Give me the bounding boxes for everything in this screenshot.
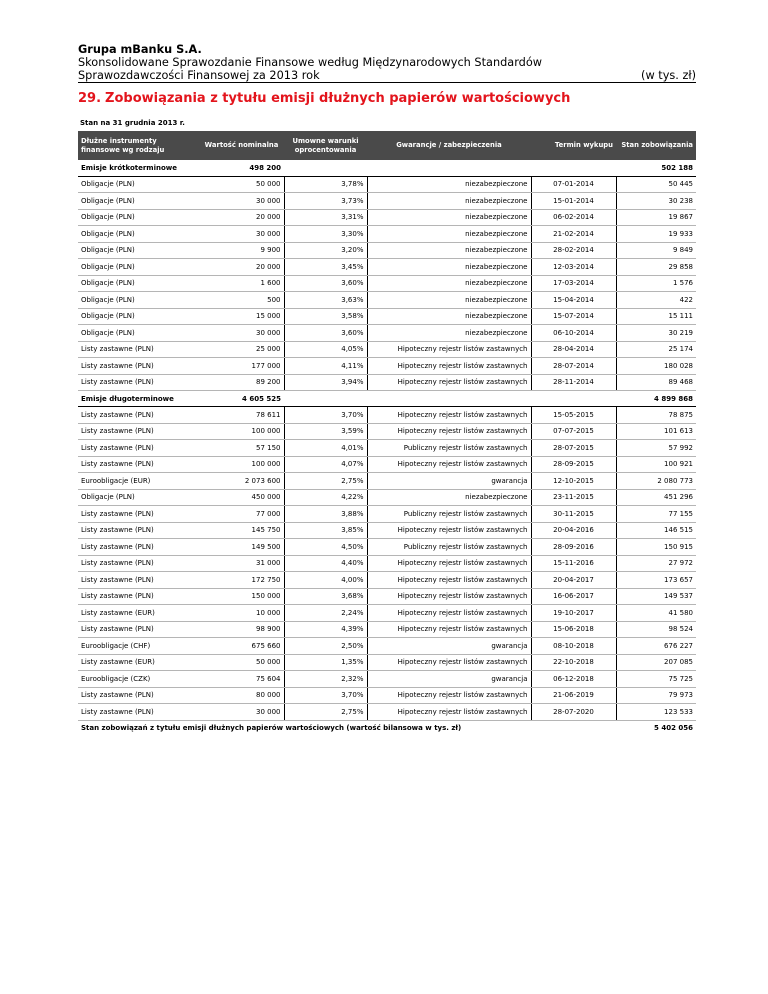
total-row: [78, 720, 696, 735]
collateral-cell: gwarancja: [367, 671, 531, 688]
interest-rate-cell: 2,24%: [284, 605, 367, 622]
nominal-value-cell: 1 600: [199, 275, 284, 292]
table-row: [78, 209, 696, 226]
interest-rate-cell: 2,75%: [284, 704, 367, 721]
group-nominal: 498 200: [199, 160, 284, 176]
group-row-short-term: [78, 160, 696, 176]
collateral-cell: Publiczny rejestr listów zastawnych: [367, 539, 531, 556]
collateral-cell: Hipoteczny rejestr listów zastawnych: [367, 572, 531, 589]
instrument-type-cell: Listy zastawne (EUR): [78, 654, 199, 671]
instrument-type-cell: Listy zastawne (PLN): [78, 572, 199, 589]
table-row: [78, 407, 696, 424]
instrument-type-cell: Listy zastawne (PLN): [78, 407, 199, 424]
nominal-value-cell: 80 000: [199, 687, 284, 704]
balance-cell: 15 111: [616, 308, 696, 325]
table-row: [78, 325, 696, 342]
table-row: [78, 489, 696, 506]
instrument-type-cell: Listy zastawne (PLN): [78, 423, 199, 440]
collateral-cell: Hipoteczny rejestr listów zastawnych: [367, 555, 531, 572]
table-row: [78, 671, 696, 688]
table-row: [78, 358, 696, 375]
maturity-date-cell: 15-04-2014: [531, 292, 616, 309]
interest-rate-cell: 1,35%: [284, 654, 367, 671]
interest-rate-cell: 3,70%: [284, 407, 367, 424]
instrument-type-cell: Obligacje (PLN): [78, 489, 199, 506]
nominal-value-cell: 30 000: [199, 193, 284, 210]
collateral-cell: niezabezpieczone: [367, 292, 531, 309]
instrument-type-cell: Listy zastawne (PLN): [78, 506, 199, 523]
interest-rate-cell: 3,45%: [284, 259, 367, 276]
maturity-date-cell: 16-06-2017: [531, 588, 616, 605]
instrument-type-cell: Obligacje (PLN): [78, 275, 199, 292]
interest-rate-cell: 3,68%: [284, 588, 367, 605]
col-header-maturity: Termin wykupu: [531, 131, 616, 160]
as-of-date: Stan na 31 grudnia 2013 r.: [80, 119, 185, 127]
maturity-date-cell: 21-02-2014: [531, 226, 616, 243]
nominal-value-cell: 31 000: [199, 555, 284, 572]
collateral-cell: Hipoteczny rejestr listów zastawnych: [367, 605, 531, 622]
instrument-type-cell: Listy zastawne (PLN): [78, 374, 199, 391]
group-balance: 4 899 868: [616, 391, 696, 407]
maturity-date-cell: 17-03-2014: [531, 275, 616, 292]
maturity-date-cell: 06-12-2018: [531, 671, 616, 688]
maturity-date-cell: 06-10-2014: [531, 325, 616, 342]
table-row: [78, 374, 696, 391]
nominal-value-cell: 30 000: [199, 704, 284, 721]
balance-cell: 207 085: [616, 654, 696, 671]
instrument-type-cell: Listy zastawne (PLN): [78, 456, 199, 473]
maturity-date-cell: 12-10-2015: [531, 473, 616, 490]
nominal-value-cell: 25 000: [199, 341, 284, 358]
nominal-value-cell: 20 000: [199, 259, 284, 276]
group-label: Emisje długoterminowe: [78, 391, 199, 407]
balance-cell: 149 537: [616, 588, 696, 605]
nominal-value-cell: 78 611: [199, 407, 284, 424]
nominal-value-cell: 675 660: [199, 638, 284, 655]
collateral-cell: Hipoteczny rejestr listów zastawnych: [367, 423, 531, 440]
interest-rate-cell: 3,70%: [284, 687, 367, 704]
maturity-date-cell: 28-07-2020: [531, 704, 616, 721]
collateral-cell: Hipoteczny rejestr listów zastawnych: [367, 654, 531, 671]
balance-cell: 50 445: [616, 176, 696, 193]
col-header-balance: Stan zobowiązania: [616, 131, 696, 160]
collateral-cell: Hipoteczny rejestr listów zastawnych: [367, 358, 531, 375]
balance-cell: 77 155: [616, 506, 696, 523]
collateral-cell: niezabezpieczone: [367, 489, 531, 506]
maturity-date-cell: 07-01-2014: [531, 176, 616, 193]
maturity-date-cell: 30-11-2015: [531, 506, 616, 523]
balance-cell: 2 080 773: [616, 473, 696, 490]
collateral-cell: Hipoteczny rejestr listów zastawnych: [367, 704, 531, 721]
balance-cell: 173 657: [616, 572, 696, 589]
nominal-value-cell: 20 000: [199, 209, 284, 226]
maturity-date-cell: 28-07-2014: [531, 358, 616, 375]
table-row: [78, 308, 696, 325]
balance-cell: 9 849: [616, 242, 696, 259]
collateral-cell: niezabezpieczone: [367, 259, 531, 276]
table-row: [78, 572, 696, 589]
interest-rate-cell: 3,78%: [284, 176, 367, 193]
balance-cell: 57 992: [616, 440, 696, 457]
instrument-type-cell: Obligacje (PLN): [78, 209, 199, 226]
group-row-long-term: [78, 391, 696, 407]
table-body: [78, 160, 696, 735]
balance-cell: 29 858: [616, 259, 696, 276]
balance-cell: 146 515: [616, 522, 696, 539]
interest-rate-cell: 3,30%: [284, 226, 367, 243]
maturity-date-cell: 15-07-2014: [531, 308, 616, 325]
instrument-type-cell: Listy zastawne (PLN): [78, 341, 199, 358]
balance-cell: 101 613: [616, 423, 696, 440]
nominal-value-cell: 57 150: [199, 440, 284, 457]
interest-rate-cell: 3,60%: [284, 275, 367, 292]
section-title: Zobowiązania z tytułu emisji dłużnych papierów wartościowych: [105, 91, 571, 106]
maturity-date-cell: 22-10-2018: [531, 654, 616, 671]
maturity-date-cell: 15-11-2016: [531, 555, 616, 572]
interest-rate-cell: 2,50%: [284, 638, 367, 655]
nominal-value-cell: 2 073 600: [199, 473, 284, 490]
nominal-value-cell: 9 900: [199, 242, 284, 259]
interest-rate-cell: 2,32%: [284, 671, 367, 688]
collateral-cell: Hipoteczny rejestr listów zastawnych: [367, 588, 531, 605]
instrument-type-cell: Listy zastawne (PLN): [78, 555, 199, 572]
collateral-cell: niezabezpieczone: [367, 325, 531, 342]
maturity-date-cell: 21-06-2019: [531, 687, 616, 704]
balance-cell: 98 524: [616, 621, 696, 638]
balance-cell: 180 028: [616, 358, 696, 375]
interest-rate-cell: 3,59%: [284, 423, 367, 440]
nominal-value-cell: 145 750: [199, 522, 284, 539]
instrument-type-cell: Euroobligacje (CHF): [78, 638, 199, 655]
instrument-type-cell: Euroobligacje (EUR): [78, 473, 199, 490]
col-header-interest: Umowne warunki oprocentowania: [284, 131, 367, 160]
instrument-type-cell: Euroobligacje (CZK): [78, 671, 199, 688]
instrument-type-cell: Obligacje (PLN): [78, 193, 199, 210]
balance-cell: 422: [616, 292, 696, 309]
maturity-date-cell: 20-04-2017: [531, 572, 616, 589]
balance-cell: 451 296: [616, 489, 696, 506]
section-heading: [78, 91, 570, 106]
interest-rate-cell: 3,20%: [284, 242, 367, 259]
collateral-cell: Hipoteczny rejestr listów zastawnych: [367, 341, 531, 358]
collateral-cell: niezabezpieczone: [367, 209, 531, 226]
table-row: [78, 704, 696, 721]
collateral-cell: Hipoteczny rejestr listów zastawnych: [367, 407, 531, 424]
interest-rate-cell: 3,31%: [284, 209, 367, 226]
collateral-cell: Publiczny rejestr listów zastawnych: [367, 506, 531, 523]
table-row: [78, 605, 696, 622]
maturity-date-cell: 19-10-2017: [531, 605, 616, 622]
instrument-type-cell: Listy zastawne (PLN): [78, 621, 199, 638]
nominal-value-cell: 77 000: [199, 506, 284, 523]
table-row: [78, 193, 696, 210]
interest-rate-cell: 4,00%: [284, 572, 367, 589]
col-header-collateral: Gwarancje / zabezpieczenia: [367, 131, 531, 160]
collateral-cell: Hipoteczny rejestr listów zastawnych: [367, 621, 531, 638]
instrument-type-cell: Obligacje (PLN): [78, 325, 199, 342]
nominal-value-cell: 15 000: [199, 308, 284, 325]
balance-cell: 19 867: [616, 209, 696, 226]
group-nominal: 4 605 525: [199, 391, 284, 407]
interest-rate-cell: 4,40%: [284, 555, 367, 572]
balance-cell: 89 468: [616, 374, 696, 391]
nominal-value-cell: 75 604: [199, 671, 284, 688]
interest-rate-cell: 3,60%: [284, 325, 367, 342]
instrument-type-cell: Obligacje (PLN): [78, 242, 199, 259]
maturity-date-cell: 07-07-2015: [531, 423, 616, 440]
table-row: [78, 588, 696, 605]
table-row: [78, 522, 696, 539]
nominal-value-cell: 150 000: [199, 588, 284, 605]
group-balance: 502 188: [616, 160, 696, 176]
total-value: 5 402 056: [654, 723, 693, 732]
instrument-type-cell: Listy zastawne (PLN): [78, 358, 199, 375]
nominal-value-cell: 450 000: [199, 489, 284, 506]
report-title-line-2: Sprawozdawczości Finansowej za 2013 rok: [78, 69, 320, 82]
collateral-cell: niezabezpieczone: [367, 226, 531, 243]
balance-cell: 27 972: [616, 555, 696, 572]
document-header: [78, 43, 696, 82]
nominal-value-cell: 177 000: [199, 358, 284, 375]
table-row: [78, 539, 696, 556]
balance-cell: 30 238: [616, 193, 696, 210]
table-row: [78, 176, 696, 193]
table-row: [78, 687, 696, 704]
instrument-type-cell: Listy zastawne (PLN): [78, 539, 199, 556]
balance-cell: 78 875: [616, 407, 696, 424]
maturity-date-cell: 15-01-2014: [531, 193, 616, 210]
interest-rate-cell: 4,05%: [284, 341, 367, 358]
table-row: [78, 423, 696, 440]
balance-cell: 676 227: [616, 638, 696, 655]
table-row: [78, 654, 696, 671]
instrument-type-cell: Obligacje (PLN): [78, 226, 199, 243]
interest-rate-cell: 3,58%: [284, 308, 367, 325]
collateral-cell: Publiczny rejestr listów zastawnych: [367, 440, 531, 457]
nominal-value-cell: 50 000: [199, 654, 284, 671]
group-label: Emisje krótkoterminowe: [78, 160, 199, 176]
interest-rate-cell: 3,94%: [284, 374, 367, 391]
nominal-value-cell: 172 750: [199, 572, 284, 589]
debt-securities-table: [78, 131, 696, 735]
interest-rate-cell: 4,22%: [284, 489, 367, 506]
balance-cell: 123 533: [616, 704, 696, 721]
maturity-date-cell: 28-11-2014: [531, 374, 616, 391]
units-label: (w tys. zł): [641, 69, 696, 82]
collateral-cell: niezabezpieczone: [367, 193, 531, 210]
table-row: [78, 292, 696, 309]
maturity-date-cell: 15-05-2015: [531, 407, 616, 424]
instrument-type-cell: Listy zastawne (PLN): [78, 687, 199, 704]
balance-cell: 19 933: [616, 226, 696, 243]
interest-rate-cell: 3,85%: [284, 522, 367, 539]
table-row: [78, 440, 696, 457]
table-row: [78, 555, 696, 572]
instrument-type-cell: Obligacje (PLN): [78, 308, 199, 325]
col-header-instrument: Dłużne instrumenty finansowe wg rodzaju: [78, 131, 199, 160]
table-header-row: [78, 131, 696, 160]
balance-cell: 150 915: [616, 539, 696, 556]
balance-cell: 41 580: [616, 605, 696, 622]
report-title-line-1: Skonsolidowane Sprawozdanie Finansowe według Międzynarodowych Standardów: [78, 56, 542, 69]
interest-rate-cell: 4,07%: [284, 456, 367, 473]
total-label: Stan zobowiązań z tytułu emisji dłużnych papierów wartościowych (wartość bilansowa w tys. zł): [81, 723, 462, 732]
balance-cell: 25 174: [616, 341, 696, 358]
table-row: [78, 341, 696, 358]
maturity-date-cell: 15-06-2018: [531, 621, 616, 638]
balance-cell: 79 973: [616, 687, 696, 704]
instrument-type-cell: Obligacje (PLN): [78, 176, 199, 193]
balance-cell: 100 921: [616, 456, 696, 473]
instrument-type-cell: Listy zastawne (EUR): [78, 605, 199, 622]
nominal-value-cell: 98 900: [199, 621, 284, 638]
collateral-cell: niezabezpieczone: [367, 308, 531, 325]
nominal-value-cell: 100 000: [199, 456, 284, 473]
instrument-type-cell: Listy zastawne (PLN): [78, 440, 199, 457]
maturity-date-cell: 23-11-2015: [531, 489, 616, 506]
maturity-date-cell: 28-07-2015: [531, 440, 616, 457]
maturity-date-cell: 28-02-2014: [531, 242, 616, 259]
maturity-date-cell: 12-03-2014: [531, 259, 616, 276]
collateral-cell: niezabezpieczone: [367, 242, 531, 259]
table-row: [78, 226, 696, 243]
maturity-date-cell: 20-04-2016: [531, 522, 616, 539]
interest-rate-cell: 4,39%: [284, 621, 367, 638]
interest-rate-cell: 3,63%: [284, 292, 367, 309]
interest-rate-cell: 4,50%: [284, 539, 367, 556]
collateral-cell: Hipoteczny rejestr listów zastawnych: [367, 687, 531, 704]
instrument-type-cell: Listy zastawne (PLN): [78, 588, 199, 605]
maturity-date-cell: 28-09-2015: [531, 456, 616, 473]
col-header-nominal: Wartość nominalna: [199, 131, 284, 160]
section-number: 29.: [78, 91, 102, 106]
header-divider: [78, 82, 696, 83]
maturity-date-cell: 08-10-2018: [531, 638, 616, 655]
collateral-cell: Hipoteczny rejestr listów zastawnych: [367, 374, 531, 391]
table-row: [78, 456, 696, 473]
nominal-value-cell: 50 000: [199, 176, 284, 193]
collateral-cell: gwarancja: [367, 473, 531, 490]
instrument-type-cell: Obligacje (PLN): [78, 292, 199, 309]
collateral-cell: Hipoteczny rejestr listów zastawnych: [367, 522, 531, 539]
nominal-value-cell: 30 000: [199, 226, 284, 243]
interest-rate-cell: 4,11%: [284, 358, 367, 375]
collateral-cell: gwarancja: [367, 638, 531, 655]
collateral-cell: niezabezpieczone: [367, 176, 531, 193]
nominal-value-cell: 100 000: [199, 423, 284, 440]
table-row: [78, 473, 696, 490]
interest-rate-cell: 3,88%: [284, 506, 367, 523]
table-row: [78, 275, 696, 292]
instrument-type-cell: Obligacje (PLN): [78, 259, 199, 276]
report-title-row: [78, 69, 696, 82]
nominal-value-cell: 30 000: [199, 325, 284, 342]
table-row: [78, 621, 696, 638]
maturity-date-cell: 28-04-2014: [531, 341, 616, 358]
nominal-value-cell: 500: [199, 292, 284, 309]
nominal-value-cell: 10 000: [199, 605, 284, 622]
instrument-type-cell: Listy zastawne (PLN): [78, 704, 199, 721]
table-row: [78, 242, 696, 259]
company-name: Grupa mBanku S.A.: [78, 43, 202, 56]
maturity-date-cell: 28-09-2016: [531, 539, 616, 556]
table-row: [78, 259, 696, 276]
nominal-value-cell: 89 200: [199, 374, 284, 391]
balance-cell: 75 725: [616, 671, 696, 688]
balance-cell: 30 219: [616, 325, 696, 342]
balance-cell: 1 576: [616, 275, 696, 292]
interest-rate-cell: 2,75%: [284, 473, 367, 490]
table-row: [78, 506, 696, 523]
instrument-type-cell: Listy zastawne (PLN): [78, 522, 199, 539]
interest-rate-cell: 3,73%: [284, 193, 367, 210]
nominal-value-cell: 149 500: [199, 539, 284, 556]
maturity-date-cell: 06-02-2014: [531, 209, 616, 226]
collateral-cell: Hipoteczny rejestr listów zastawnych: [367, 456, 531, 473]
collateral-cell: niezabezpieczone: [367, 275, 531, 292]
interest-rate-cell: 4,01%: [284, 440, 367, 457]
table-row: [78, 638, 696, 655]
